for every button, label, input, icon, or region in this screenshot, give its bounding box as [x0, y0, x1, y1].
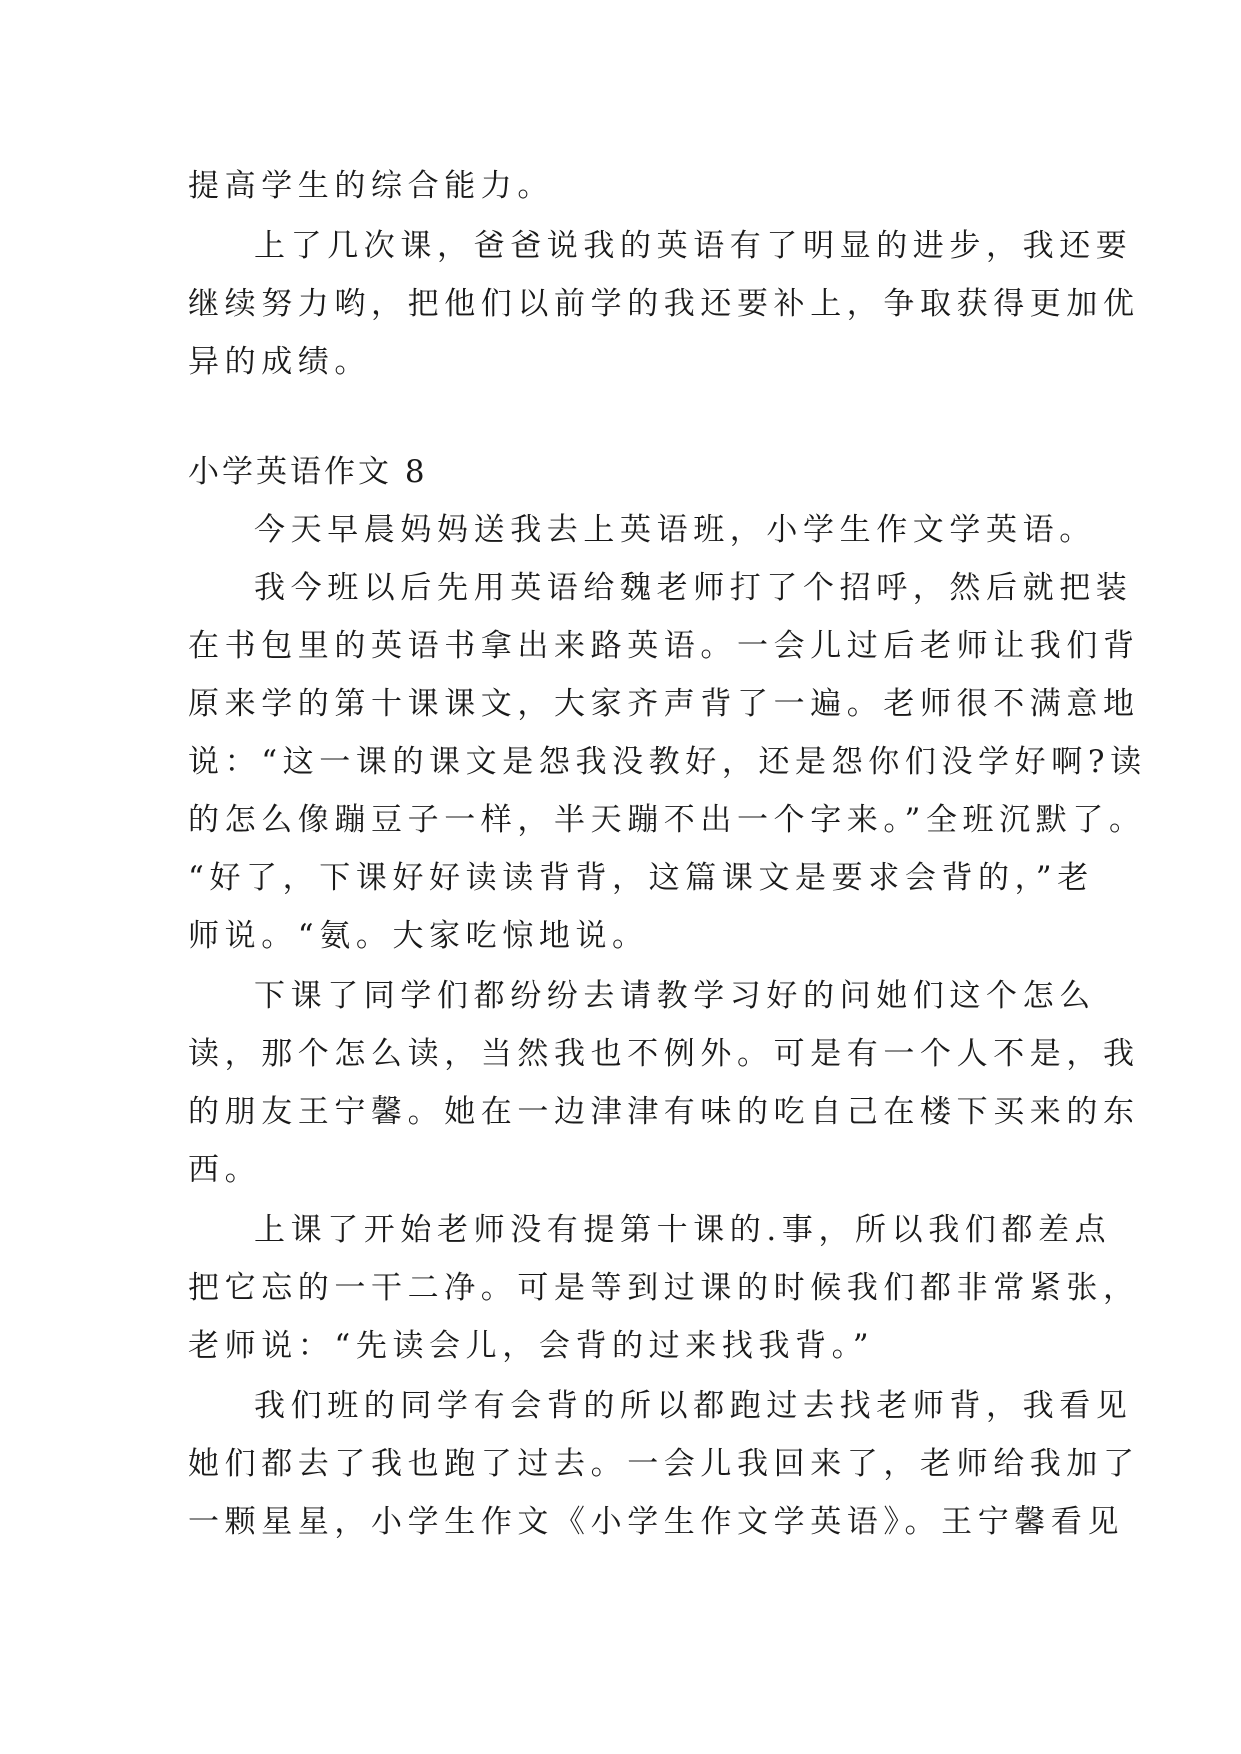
- text-line: 我们班的同学有会背的所以都跑过去找老师背，我看见: [254, 1388, 1133, 1424]
- text-line: 下课了同学们都纷纷去请教学习好的问她们这个怎么: [254, 978, 1096, 1014]
- text-line: “好了，下课好好读读背背，这篇课文是要求会背的，”老: [188, 860, 1094, 896]
- text-line: 读，那个怎么读，当然我也不例外。可是有一个人不是，我: [188, 1036, 1140, 1072]
- text-line: 今天早晨妈妈送我去上英语班，小学生作文学英语。: [254, 512, 1096, 548]
- text-line: 把它忘的一干二净。可是等到过课的时候我们都非常紧张，: [188, 1270, 1140, 1306]
- text-line: 我今班以后先用英语给魏老师打了个招呼，然后就把装: [254, 570, 1133, 606]
- text-line: 上课了开始老师没有提第十课的.事，所以我们都差点: [254, 1212, 1112, 1248]
- text-line: 说：“这一课的课文是怨我没教好，还是怨你们没学好啊?读: [188, 744, 1147, 780]
- text-line: 提高学生的综合能力。: [188, 168, 554, 204]
- text-line: 的怎么像蹦豆子一样，半天蹦不出一个字来。”全班沉默了。: [188, 802, 1146, 838]
- text-line: 继续努力哟，把他们以前学的我还要补上，争取获得更加优: [188, 286, 1140, 322]
- text-line: 老师说：“先读会儿，会背的过来找我背。”: [188, 1328, 875, 1364]
- text-line: 上了几次课，爸爸说我的英语有了明显的进步，我还要: [254, 228, 1133, 264]
- text-line: 的朋友王宁馨。她在一边津津有味的吃自己在楼下买来的东: [188, 1094, 1140, 1130]
- text-line: 一颗星星，小学生作文《小学生作文学英语》。王宁馨看见: [188, 1504, 1125, 1540]
- section-heading: 小学英语作文 8: [188, 454, 428, 490]
- text-line: 师说。“氨。大家吃惊地说。: [188, 918, 649, 954]
- text-line: 原来学的第十课课文，大家齐声背了一遍。老师很不满意地: [188, 686, 1140, 722]
- text-line: 她们都去了我也跑了过去。一会儿我回来了，老师给我加了: [188, 1446, 1140, 1482]
- text-line: 西。: [188, 1152, 262, 1188]
- text-line: 异的成绩。: [188, 344, 371, 380]
- text-line: 在书包里的英语书拿出来路英语。一会儿过后老师让我们背: [188, 628, 1140, 664]
